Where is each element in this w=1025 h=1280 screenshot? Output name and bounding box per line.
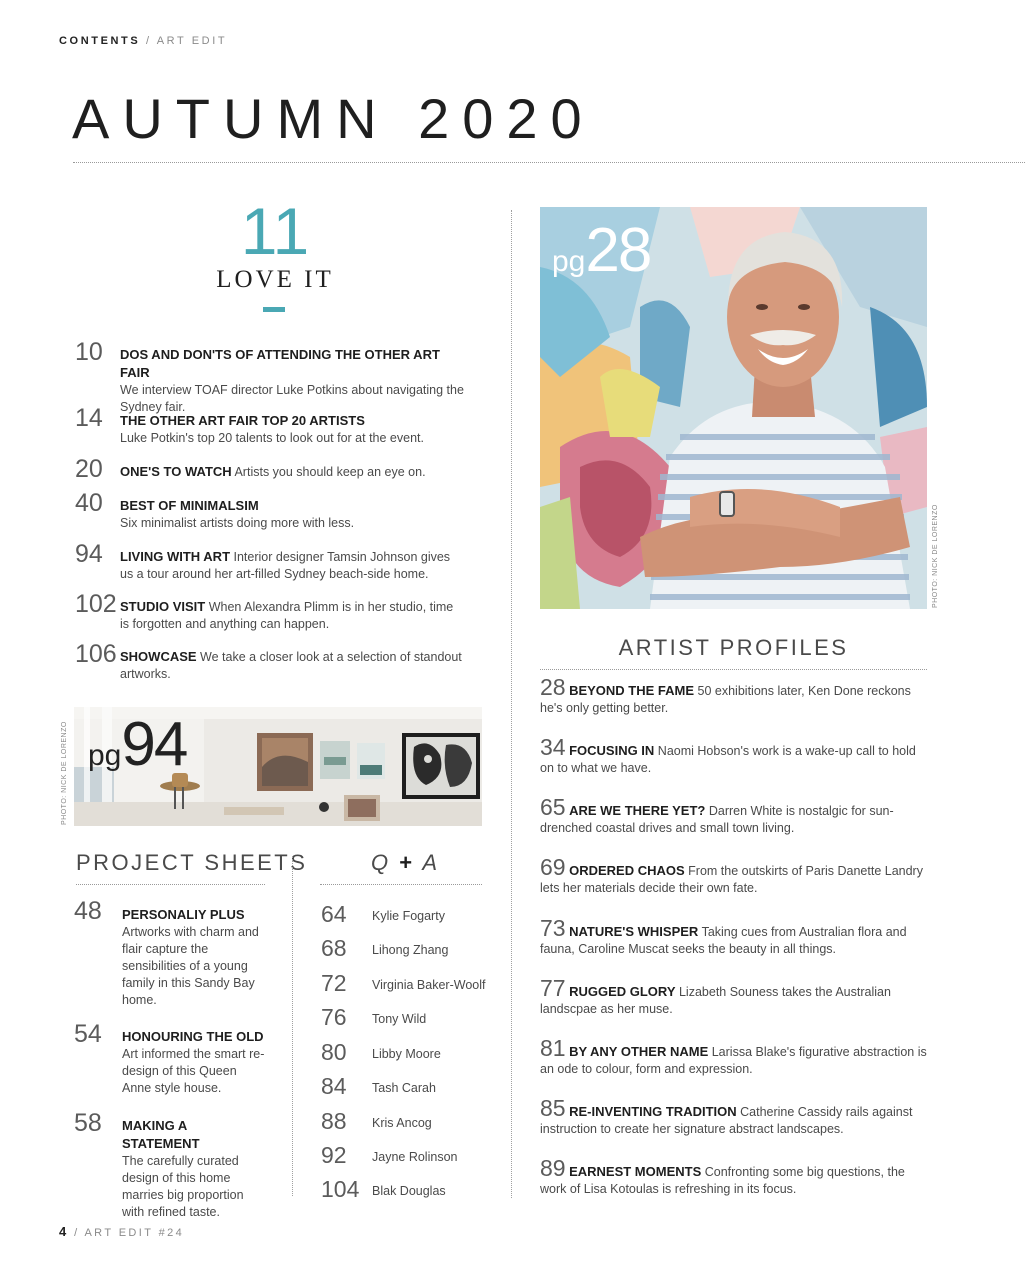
entry-title: ARE WE THERE YET? bbox=[569, 803, 706, 818]
entry-title: RE-INVENTING TRADITION bbox=[569, 1104, 737, 1119]
qa-divider bbox=[320, 884, 482, 885]
entry-page: 73 bbox=[540, 915, 566, 941]
entry-description: Darren White is nostalgic for sun-drenched coastal drives and small town living. bbox=[540, 804, 894, 835]
qa-page[interactable]: 72 bbox=[321, 970, 347, 996]
qa-name[interactable]: Kylie Fogarty bbox=[372, 909, 445, 923]
entry-title: STUDIO VISIT bbox=[120, 599, 206, 614]
artist-profile-entry[interactable] bbox=[540, 854, 930, 897]
portrait-photo-credit: PHOTO: NICK DE LORENZO bbox=[932, 504, 939, 608]
entry-description: Larissa Blake's figurative abstraction is an ode to colour, form and expression. bbox=[540, 1045, 927, 1076]
entry-description: Confronting some big questions, the work of Lisa Kotoulas is refreshing in its focus. bbox=[540, 1165, 905, 1196]
entry-page: 85 bbox=[540, 1095, 566, 1121]
entry-title: ONE'S TO WATCH bbox=[120, 464, 232, 479]
entry-title: BEYOND THE FAME bbox=[569, 683, 695, 698]
qa-name[interactable]: Jayne Rolinson bbox=[372, 1150, 458, 1164]
qa-page[interactable]: 68 bbox=[321, 935, 347, 961]
qa-page[interactable]: 88 bbox=[321, 1108, 347, 1134]
entry-description: We interview TOAF director Luke Potkins about navigating the Sydney fair. bbox=[120, 383, 464, 414]
plus-icon: + bbox=[399, 850, 415, 875]
entry-title: FOCUSING IN bbox=[569, 743, 655, 758]
breadcrumb-magazine[interactable]: ART EDIT bbox=[156, 35, 228, 47]
entry-description: Naomi Hobson's work is a wake-up call to hold on to what we have. bbox=[540, 744, 916, 775]
project-sheet-page[interactable]: 54 bbox=[74, 1020, 102, 1048]
entry-description: When Alexandra Plimm is in her studio, time is forgotten and anything can happen. bbox=[120, 600, 454, 631]
entry-description: The carefully curated design of this home marries big proportion with refined taste. bbox=[122, 1154, 244, 1219]
qa-name[interactable]: Kris Ancog bbox=[372, 1116, 432, 1130]
entry-title: BEST OF MINIMALSIM bbox=[120, 498, 259, 513]
love-it-entry[interactable] bbox=[120, 648, 465, 683]
love-it-heading: LOVE IT bbox=[216, 266, 334, 293]
entry-title: MAKING A STATEMENT bbox=[122, 1118, 200, 1151]
project-sheet-page[interactable]: 58 bbox=[74, 1109, 102, 1137]
artist-profile-entry[interactable] bbox=[540, 975, 928, 1018]
project-sheet-entry[interactable] bbox=[122, 1028, 267, 1097]
love-it-entry-page[interactable]: 14 bbox=[75, 404, 103, 432]
entry-page: 34 bbox=[540, 734, 566, 760]
qa-name[interactable]: Libby Moore bbox=[372, 1047, 441, 1061]
pg-number: 94 bbox=[121, 710, 187, 779]
entry-description: Art informed the smart re-design of this Queen Anne style house. bbox=[122, 1047, 265, 1095]
entry-title: THE OTHER ART FAIR TOP 20 ARTISTS bbox=[120, 413, 365, 428]
footer-issue: ART EDIT #24 bbox=[84, 1227, 185, 1239]
love-it-entry-page[interactable]: 20 bbox=[75, 455, 103, 483]
qa-heading-q: Q bbox=[371, 850, 391, 875]
page-title: AUTUMN 2020 bbox=[72, 87, 595, 150]
qa-page[interactable]: 104 bbox=[321, 1176, 360, 1202]
artist-profile-entry[interactable] bbox=[540, 794, 928, 837]
project-sheet-page[interactable]: 48 bbox=[74, 897, 102, 925]
entry-description: Taking cues from Australian flora and fauna, Caroline Muscat seeks the beauty in all things. bbox=[540, 925, 907, 956]
column-divider bbox=[292, 856, 293, 1196]
interior-photo[interactable] bbox=[74, 707, 482, 826]
interior-photo-credit: PHOTO: NICK DE LORENZO bbox=[61, 721, 68, 825]
entry-description: We take a closer look at a selection of standout artworks. bbox=[120, 650, 462, 681]
artist-profiles-heading: ARTIST PROFILES bbox=[618, 635, 849, 660]
qa-page[interactable]: 76 bbox=[321, 1004, 347, 1030]
artist-profile-entry[interactable] bbox=[540, 1155, 930, 1198]
qa-heading-a: A bbox=[422, 850, 440, 875]
project-sheet-entry[interactable] bbox=[122, 906, 262, 1009]
project-sheets-divider bbox=[76, 884, 265, 885]
love-it-entry-page[interactable]: 102 bbox=[75, 590, 117, 618]
entry-title: ORDERED CHAOS bbox=[569, 863, 685, 878]
entry-title: LIVING WITH ART bbox=[120, 549, 231, 564]
project-sheets-heading: PROJECT SHEETS bbox=[76, 850, 308, 875]
qa-name[interactable]: Tony Wild bbox=[372, 1012, 427, 1026]
qa-page[interactable]: 80 bbox=[321, 1039, 347, 1065]
interior-photo-page-ref bbox=[88, 709, 186, 780]
entry-title: PERSONALIY PLUS bbox=[122, 907, 245, 922]
entry-description: Interior designer Tamsin Johnson gives us a tour around her art-filled Sydney beach-side home. bbox=[120, 550, 451, 581]
qa-page[interactable]: 64 bbox=[321, 901, 347, 927]
pg-prefix: pg bbox=[552, 245, 586, 278]
breadcrumb-separator: / bbox=[145, 35, 152, 47]
page-footer bbox=[59, 1224, 184, 1239]
breadcrumb-section[interactable]: CONTENTS bbox=[59, 35, 141, 47]
entry-page: 65 bbox=[540, 794, 566, 820]
entry-page: 89 bbox=[540, 1155, 566, 1181]
pg-prefix: pg bbox=[88, 739, 122, 772]
entry-description: From the outskirts of Paris Danette Landry lets her materials decide their own fate. bbox=[540, 864, 923, 895]
artist-profile-entry[interactable] bbox=[540, 674, 928, 717]
main-column-divider bbox=[511, 210, 512, 1198]
qa-name[interactable]: Virginia Baker-Woolf bbox=[372, 978, 486, 992]
portrait-photo-page-ref bbox=[552, 215, 650, 286]
entry-description: Artworks with charm and flair capture the sensibilities of a young family in this Sandy Bay home. bbox=[122, 925, 259, 1007]
qa-heading bbox=[371, 850, 440, 876]
breadcrumb bbox=[59, 35, 227, 47]
entry-description: Luke Potkin's top 20 talents to look out for at the event. bbox=[120, 431, 424, 445]
title-divider bbox=[73, 162, 1025, 163]
entry-description: Artists you should keep an eye on. bbox=[234, 465, 426, 479]
love-it-entry[interactable] bbox=[120, 346, 465, 416]
qa-name[interactable]: Lihong Zhang bbox=[372, 943, 449, 957]
qa-name[interactable]: Blak Douglas bbox=[372, 1184, 446, 1198]
love-it-entry-page[interactable]: 106 bbox=[75, 640, 117, 668]
page-number: 4 bbox=[59, 1224, 69, 1239]
portrait-photo[interactable] bbox=[540, 207, 927, 609]
entry-page: 77 bbox=[540, 975, 566, 1001]
qa-name[interactable]: Tash Carah bbox=[372, 1081, 436, 1095]
qa-page[interactable]: 84 bbox=[321, 1073, 347, 1099]
entry-page: 81 bbox=[540, 1035, 566, 1061]
entry-description: Six minimalist artists doing more with less. bbox=[120, 516, 355, 530]
love-it-number: 11 bbox=[240, 194, 310, 268]
entry-page: 69 bbox=[540, 854, 566, 880]
accent-bar bbox=[263, 307, 285, 312]
entry-description: Catherine Cassidy rails against instruction to create her signature abstract landscapes. bbox=[540, 1105, 913, 1136]
entry-title: RUGGED GLORY bbox=[569, 984, 676, 999]
love-it-entry[interactable] bbox=[120, 412, 465, 447]
entry-title: BY ANY OTHER NAME bbox=[569, 1044, 709, 1059]
entry-title: EARNEST MOMENTS bbox=[569, 1164, 702, 1179]
artist-profile-entry[interactable] bbox=[540, 734, 928, 777]
artist-profile-entry[interactable] bbox=[540, 1095, 928, 1138]
love-it-entry[interactable] bbox=[120, 598, 465, 633]
love-it-entry-page[interactable]: 40 bbox=[75, 489, 103, 517]
footer-separator: / bbox=[74, 1227, 80, 1239]
entry-title: DOS AND DON'TS OF ATTENDING THE OTHER ART FAIR bbox=[120, 347, 440, 380]
love-it-entry[interactable] bbox=[120, 463, 465, 481]
qa-page[interactable]: 92 bbox=[321, 1142, 347, 1168]
entry-title: NATURE'S WHISPER bbox=[569, 924, 699, 939]
entry-page: 28 bbox=[540, 674, 566, 700]
love-it-entry-page[interactable]: 10 bbox=[75, 338, 103, 366]
artist-profile-entry[interactable] bbox=[540, 915, 928, 958]
entry-title: SHOWCASE bbox=[120, 649, 197, 664]
project-sheet-entry[interactable] bbox=[122, 1117, 267, 1221]
artist-profiles-divider bbox=[540, 669, 927, 670]
entry-description: Lizabeth Souness takes the Australian landscpae as her muse. bbox=[540, 985, 891, 1016]
love-it-entry[interactable] bbox=[120, 548, 465, 583]
love-it-entry[interactable] bbox=[120, 497, 465, 532]
pg-number: 28 bbox=[585, 216, 651, 285]
entry-description: 50 exhibitions later, Ken Done reckons he's only getting better. bbox=[540, 684, 911, 715]
entry-title: HONOURING THE OLD bbox=[122, 1029, 264, 1044]
love-it-entry-page[interactable]: 94 bbox=[75, 540, 103, 568]
artist-profile-entry[interactable] bbox=[540, 1035, 930, 1078]
